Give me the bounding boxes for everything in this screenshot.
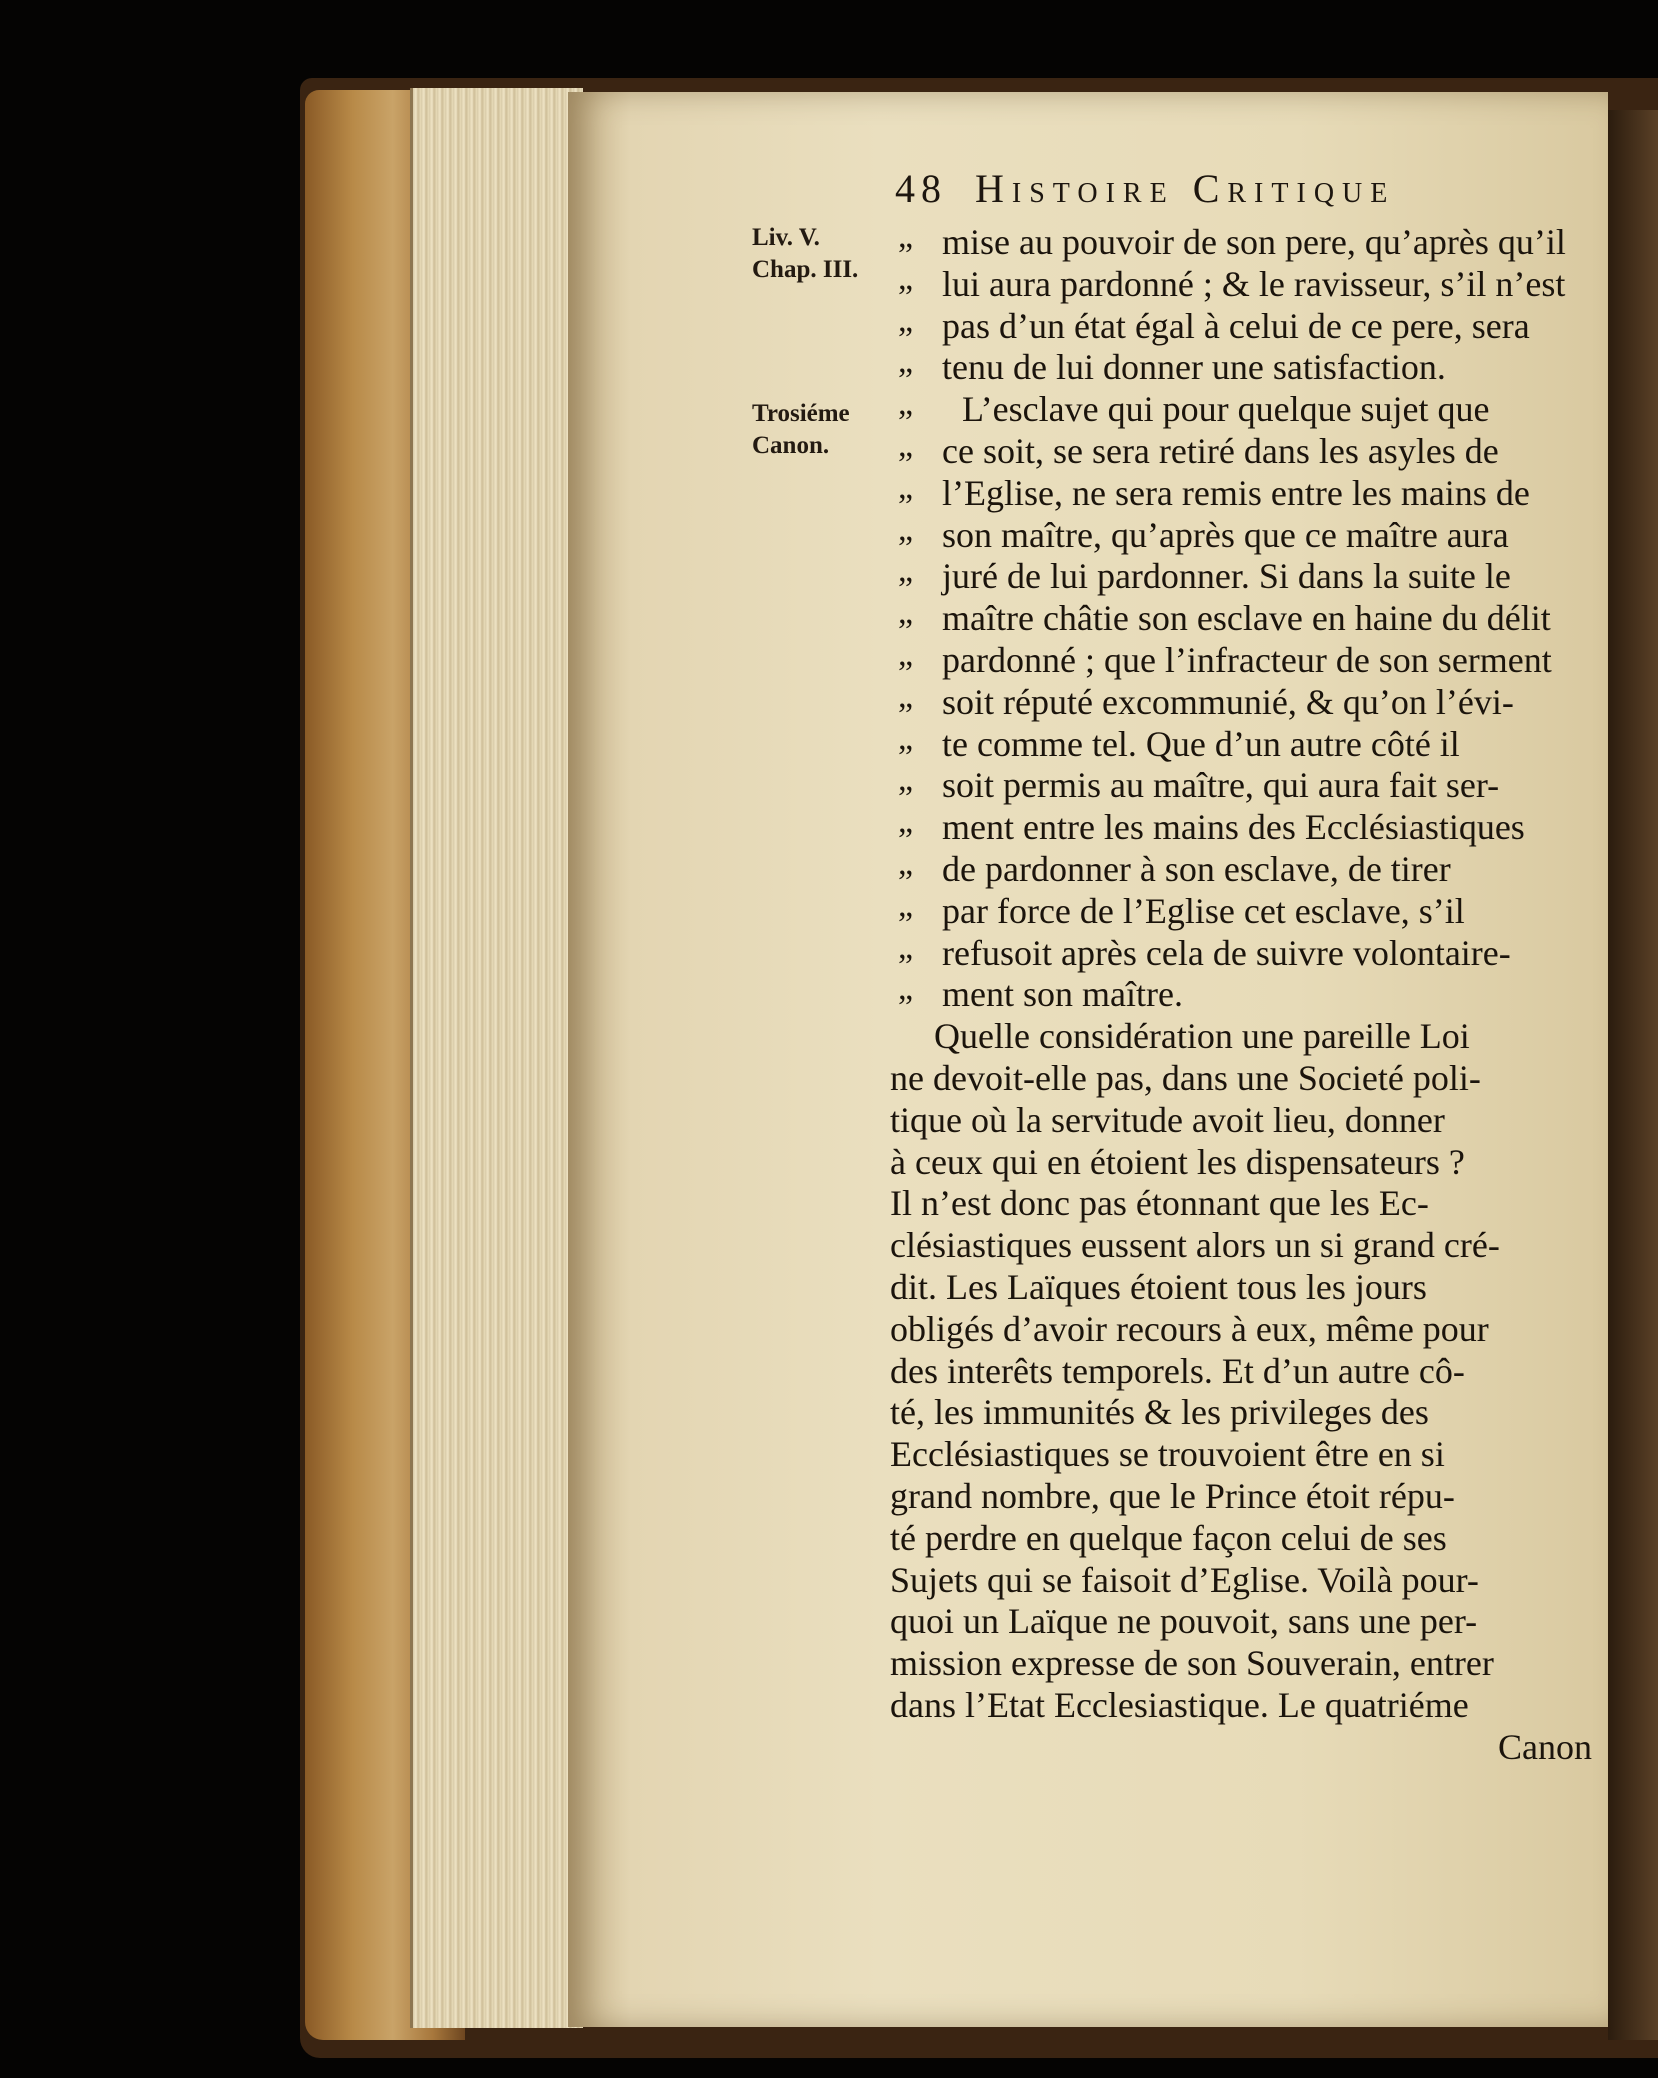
body-line: mission expresse de son Souverain, entrer (890, 1643, 1494, 1684)
quoted-line: „ soit permis au maître, qui aura fait ser- (890, 765, 1602, 807)
margin-note-book: Liv. V. (752, 224, 820, 251)
margin-note-chapter (752, 222, 858, 286)
quoted-line: „ mise au pouvoir de son pere, qu’après qu’il (890, 222, 1602, 264)
quoted-line: „ soit réputé excommunié, & qu’on l’évi- (890, 682, 1602, 724)
body-line: grand nombre, que le Prince étoit répu- (890, 1475, 1455, 1516)
facing-page-edge (1608, 110, 1658, 2040)
quoted-line: „ de pardonner à son esclave, de tirer (890, 849, 1602, 891)
quoted-line: „ lui aura pardonné ; & le ravisseur, s’il n’est (890, 264, 1602, 306)
margin-note-canon-2: Canon. (752, 432, 830, 459)
quoted-line: „ pardonné ; que l’infracteur de son serment (890, 640, 1602, 682)
quoted-line: „ te comme tel. Que d’un autre côté il (890, 724, 1602, 766)
body-line: Ecclésiastiques se trouvoient être en si (890, 1434, 1445, 1475)
quoted-line: „ juré de lui pardonner. Si dans la suite le (890, 556, 1602, 598)
body-line: quoi un Laïque ne pouvoit, sans une per- (890, 1601, 1478, 1642)
margin-note-chap: Chap. III. (752, 256, 859, 283)
running-title: Histoire Critique (975, 166, 1396, 211)
quoted-line: „ ment entre les mains des Ecclésiastiques (890, 807, 1602, 849)
quoted-line: „ maître châtie son esclave en haine du délit (890, 598, 1602, 640)
body-line: té, les immunités & les privileges des (890, 1392, 1429, 1433)
body-line: clésiastiques eussent alors un si grand cré- (890, 1225, 1500, 1266)
page-number: 48 (895, 166, 947, 211)
margin-note-canon-1: Trosiéme (752, 400, 850, 427)
quoted-line: „ l’Eglise, ne sera remis entre les mains de (890, 473, 1602, 515)
quoted-line: „ refusoit après cela de suivre volontaire- (890, 933, 1602, 975)
body-line: Sujets qui se faisoit d’Eglise. Voilà pour- (890, 1559, 1479, 1600)
body-line: Il n’est donc pas étonnant que les Ec- (890, 1183, 1429, 1224)
catchword: Canon (1498, 1726, 1592, 1767)
body-line: ne devoit-elle pas, dans une Societé poli- (890, 1057, 1481, 1098)
quoted-line: „ tenu de lui donner une satisfaction. (890, 347, 1602, 389)
quoted-line: „ par force de l’Eglise cet esclave, s’il (890, 891, 1602, 933)
body-line: dit. Les Laïques étoient tous les jours (890, 1266, 1427, 1307)
body-line: dans l’Etat Ecclesiastique. Le quatriéme (890, 1684, 1469, 1725)
quoted-line: „ L’esclave qui pour quelque sujet que (890, 389, 1602, 431)
body-line: à ceux qui en étoient les dispensateurs ? (890, 1141, 1465, 1182)
quoted-line: „ son maître, qu’après que ce maître aura (890, 515, 1602, 557)
page-text (890, 222, 1602, 1768)
quoted-line: „ ment son maître. (890, 974, 1602, 1016)
margin-note-canon (752, 398, 850, 462)
quoted-line: „ ce soit, se sera retiré dans les asyles de (890, 431, 1602, 473)
body-line: té perdre en quelque façon celui de ses (890, 1517, 1447, 1558)
body-line: obligés d’avoir recours à eux, même pour (890, 1308, 1489, 1349)
running-head (895, 165, 1555, 215)
body-line: tique où la servitude avoit lieu, donner (890, 1099, 1445, 1140)
page-edges (410, 88, 583, 2028)
body-line: Quelle considération une pareille Loi (934, 1016, 1470, 1057)
body-line: des interêts temporels. Et d’un autre cô- (890, 1350, 1465, 1391)
quoted-line: „ pas d’un état égal à celui de ce pere, sera (890, 306, 1602, 348)
